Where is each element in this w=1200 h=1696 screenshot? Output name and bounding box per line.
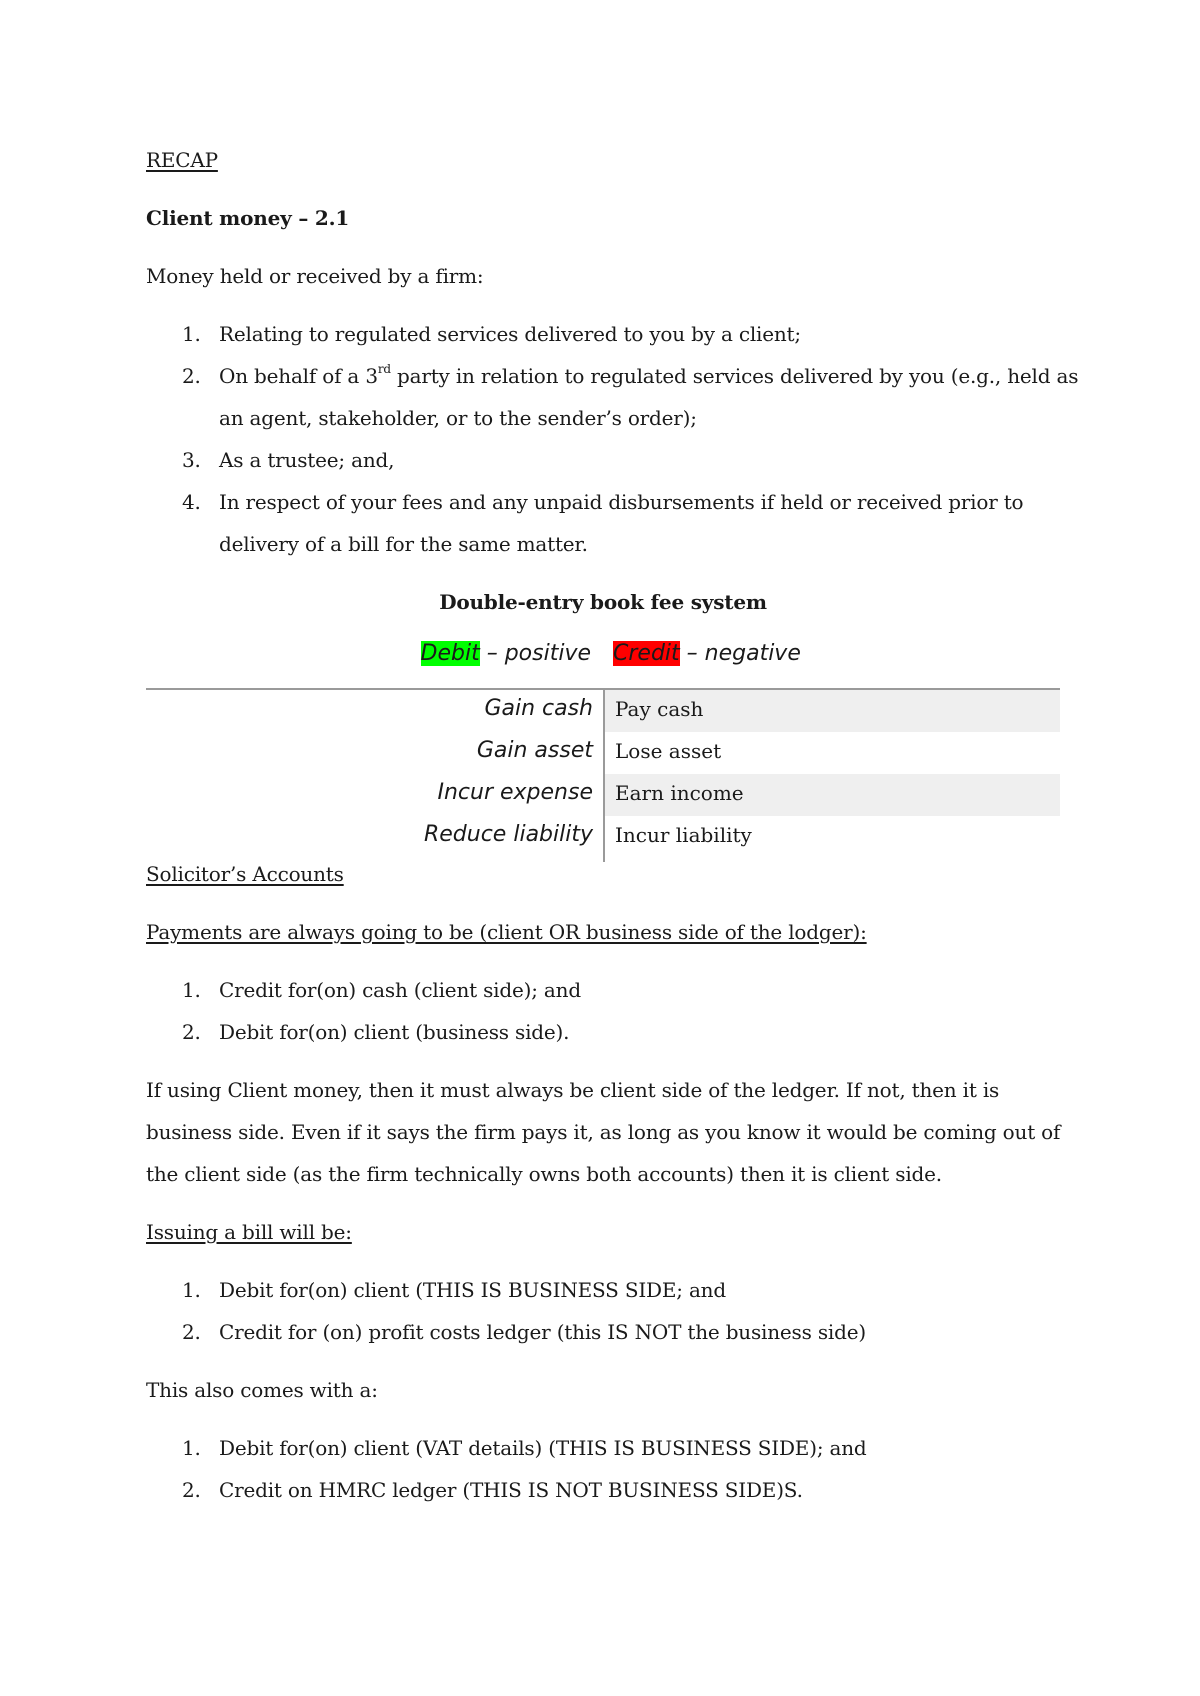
table-title: Double-entry book fee system [439, 590, 767, 614]
list-item-text-continued: delivery of a bill for the same matter. [219, 532, 588, 556]
recap-heading: RECAP [146, 148, 218, 172]
list-item-text: Debit for(on) client (VAT details) (THIS IS BUSINESS SIDE); and [219, 1436, 867, 1460]
paragraph-line: business side. Even if it says the firm pays it, as long as you know it would be coming out of [146, 1120, 1061, 1144]
intro-text: Money held or received by a firm: [146, 264, 484, 288]
list-number: 1. [182, 1436, 201, 1460]
solicitors-accounts-heading: Solicitor’s Accounts [146, 862, 344, 886]
list-item-text: As a trustee; and, [219, 448, 395, 472]
paragraph-line: the client side (as the firm technically owns both accounts) then it is client side. [146, 1162, 942, 1186]
credit-header: Credit – negative [613, 641, 801, 666]
debit-cell: Gain cash [484, 696, 593, 721]
list-item-text: Credit for(on) cash (client side); and [219, 978, 581, 1002]
list-item-text: On behalf of a 3rd party in relation to regulated services delivered by you (e.g., held as [219, 362, 1079, 388]
list-item-text: In respect of your fees and any unpaid disbursements if held or received prior to [219, 490, 1024, 514]
list-number: 1. [182, 1278, 201, 1302]
credit-highlight: Credit [613, 641, 680, 666]
list-number: 2. [182, 1320, 201, 1344]
list-number: 2. [182, 1478, 201, 1502]
debit-header: Debit – positive [420, 641, 591, 666]
debit-cell: Incur expense [437, 780, 593, 805]
debit-cell: Reduce liability [423, 822, 593, 847]
paragraph-line: If using Client money, then it must always be client side of the ledger. If not, then it is [146, 1078, 1000, 1102]
list-number: 4. [182, 490, 201, 514]
debit-cell: Gain asset [476, 738, 593, 763]
list-number: 2. [182, 1020, 201, 1044]
issuing-heading: Issuing a bill will be: [146, 1220, 352, 1244]
payments-heading: Payments are always going to be (client OR business side of the lodger): [146, 920, 867, 944]
list-item-text: Credit on HMRC ledger (THIS IS NOT BUSINESS SIDE)S. [219, 1478, 803, 1502]
credit-cell: Lose asset [615, 739, 722, 763]
client-money-heading: Client money – 2.1 [146, 206, 350, 230]
list-number: 1. [182, 978, 201, 1002]
list-item-text: Debit for(on) client (business side). [219, 1020, 570, 1044]
credit-cell: Earn income [605, 774, 1060, 816]
list-item-text-continued: an agent, stakeholder, or to the sender’s order); [219, 406, 697, 430]
debit-highlight: Debit [420, 641, 480, 666]
credit-cell: Pay cash [605, 690, 1060, 732]
list-number: 3. [182, 448, 201, 472]
superscript: rd [377, 362, 391, 377]
list-item-text: Credit for (on) profit costs ledger (this IS NOT the business side) [219, 1320, 866, 1344]
list-item-text: Relating to regulated services delivered to you by a client; [219, 322, 801, 346]
also-comes-text: This also comes with a: [146, 1378, 378, 1402]
list-item-text: Debit for(on) client (THIS IS BUSINESS SIDE; and [219, 1278, 726, 1302]
list-number: 2. [182, 364, 201, 388]
credit-cell: Incur liability [615, 823, 752, 847]
table-column-divider [603, 690, 605, 862]
list-number: 1. [182, 322, 201, 346]
